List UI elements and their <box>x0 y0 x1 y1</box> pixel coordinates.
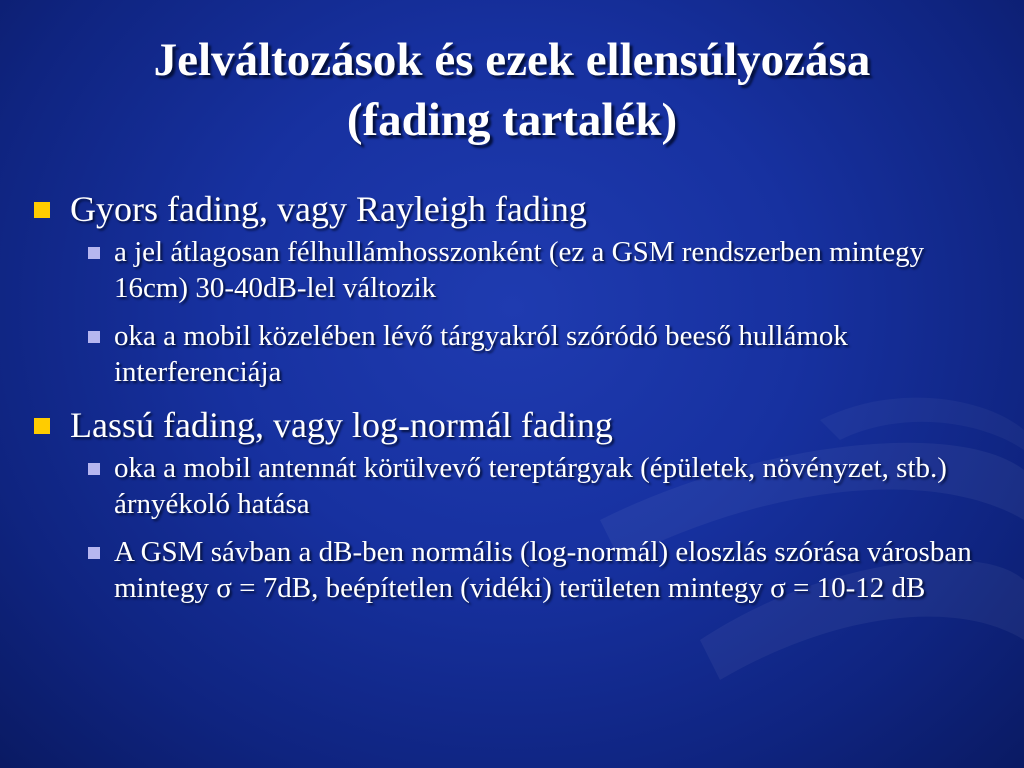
square-bullet-icon <box>88 547 100 559</box>
subbullet-text: oka a mobil antennát körülvevő tereptárgyak (épületek, növényzet, stb.) árnyékoló hatása <box>114 452 947 520</box>
slide-title <box>40 30 984 150</box>
sublist-fast-fading <box>34 234 994 390</box>
bullet-slow-fading <box>34 402 994 448</box>
bullet-text: Gyors fading, vagy Rayleigh fading <box>70 189 587 229</box>
square-bullet-icon <box>88 247 100 259</box>
square-bullet-icon <box>34 202 50 218</box>
slide-title-line-2: (fading tartalék) <box>346 94 678 146</box>
square-bullet-icon <box>34 418 50 434</box>
bullet-fast-fading <box>34 186 994 232</box>
subbullet-shadowing-cause <box>34 450 994 522</box>
subbullet-interference-cause <box>34 318 994 390</box>
square-bullet-icon <box>88 331 100 343</box>
slide-body <box>34 186 994 618</box>
subbullet-gsm-distribution <box>34 534 994 606</box>
bullet-text: Lassú fading, vagy log-normál fading <box>70 405 613 445</box>
subbullet-text: a jel átlagosan félhullámhosszonként (ez a GSM rendszerben mintegy 16cm) 30-40dB-lel változik <box>114 236 925 304</box>
sublist-slow-fading <box>34 450 994 606</box>
subbullet-signal-variation <box>34 234 994 306</box>
subbullet-text: A GSM sávban a dB-ben normális (log-normál) eloszlás szórása városban mintegy σ = 7dB, beépítetlen (vidéki) területen mintegy σ = 10-12 dB <box>114 536 972 604</box>
square-bullet-icon <box>88 463 100 475</box>
subbullet-text: oka a mobil közelében lévő tárgyakról szóródó beeső hullámok interferenciája <box>114 320 848 388</box>
slide-title-line-1: Jelváltozások és ezek ellensúlyozása <box>153 34 871 86</box>
